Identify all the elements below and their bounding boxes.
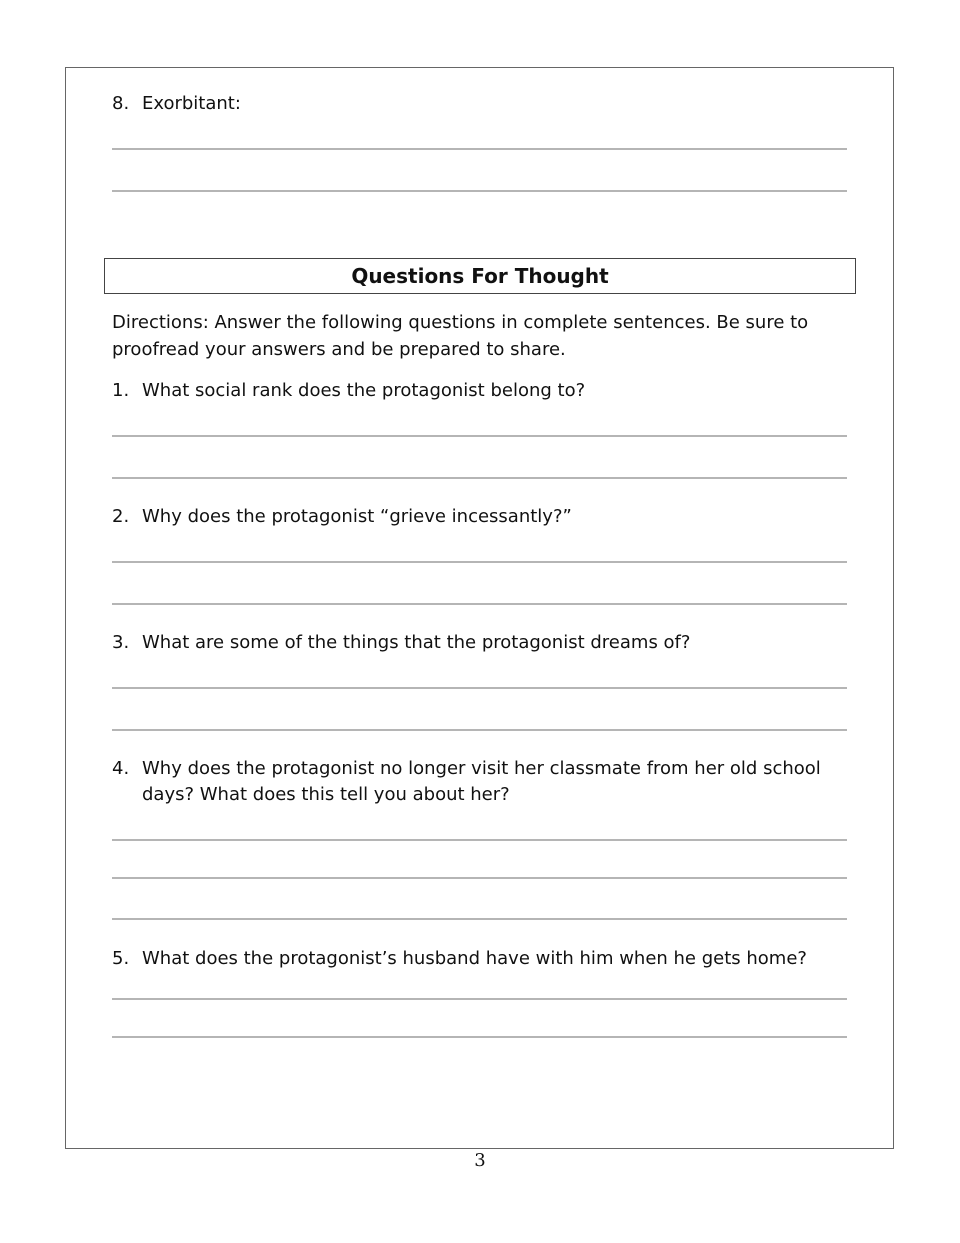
section-title: Questions For Thought — [351, 264, 609, 288]
answer-line[interactable] — [112, 839, 847, 841]
answer-line[interactable] — [112, 435, 847, 437]
answer-line[interactable] — [112, 998, 847, 1000]
question-text: What social rank does the protagonist belong to? — [142, 380, 586, 401]
page-number: 3 — [474, 1150, 486, 1171]
question-number: 3. — [112, 632, 130, 653]
answer-line[interactable] — [112, 561, 847, 563]
question-text: What are some of the things that the protagonist dreams of? — [142, 632, 691, 653]
page-border — [65, 67, 894, 1149]
answer-line[interactable] — [112, 687, 847, 689]
directions-line-1: Directions: Answer the following questions in complete sentences. Be sure to — [112, 312, 809, 333]
question-text-continued: days? What does this tell you about her? — [142, 784, 510, 805]
vocab-number: 8. — [112, 93, 130, 114]
question-number: 1. — [112, 380, 130, 401]
question-text: What does the protagonist’s husband have with him when he gets home? — [142, 948, 807, 969]
answer-line[interactable] — [112, 877, 847, 879]
question-number: 4. — [112, 758, 130, 779]
question-number: 5. — [112, 948, 130, 969]
section-header-box — [104, 258, 856, 294]
answer-line[interactable] — [112, 918, 847, 920]
question-text: Why does the protagonist “grieve incessantly?” — [142, 506, 572, 527]
answer-line[interactable] — [112, 477, 847, 479]
answer-line[interactable] — [112, 729, 847, 731]
answer-line[interactable] — [112, 190, 847, 192]
question-text: Why does the protagonist no longer visit her classmate from her old school — [142, 758, 821, 779]
question-number: 2. — [112, 506, 130, 527]
answer-line[interactable] — [112, 1036, 847, 1038]
answer-line[interactable] — [112, 148, 847, 150]
answer-line[interactable] — [112, 603, 847, 605]
directions-line-2: proofread your answers and be prepared to share. — [112, 339, 566, 360]
vocab-term: Exorbitant: — [142, 93, 241, 114]
